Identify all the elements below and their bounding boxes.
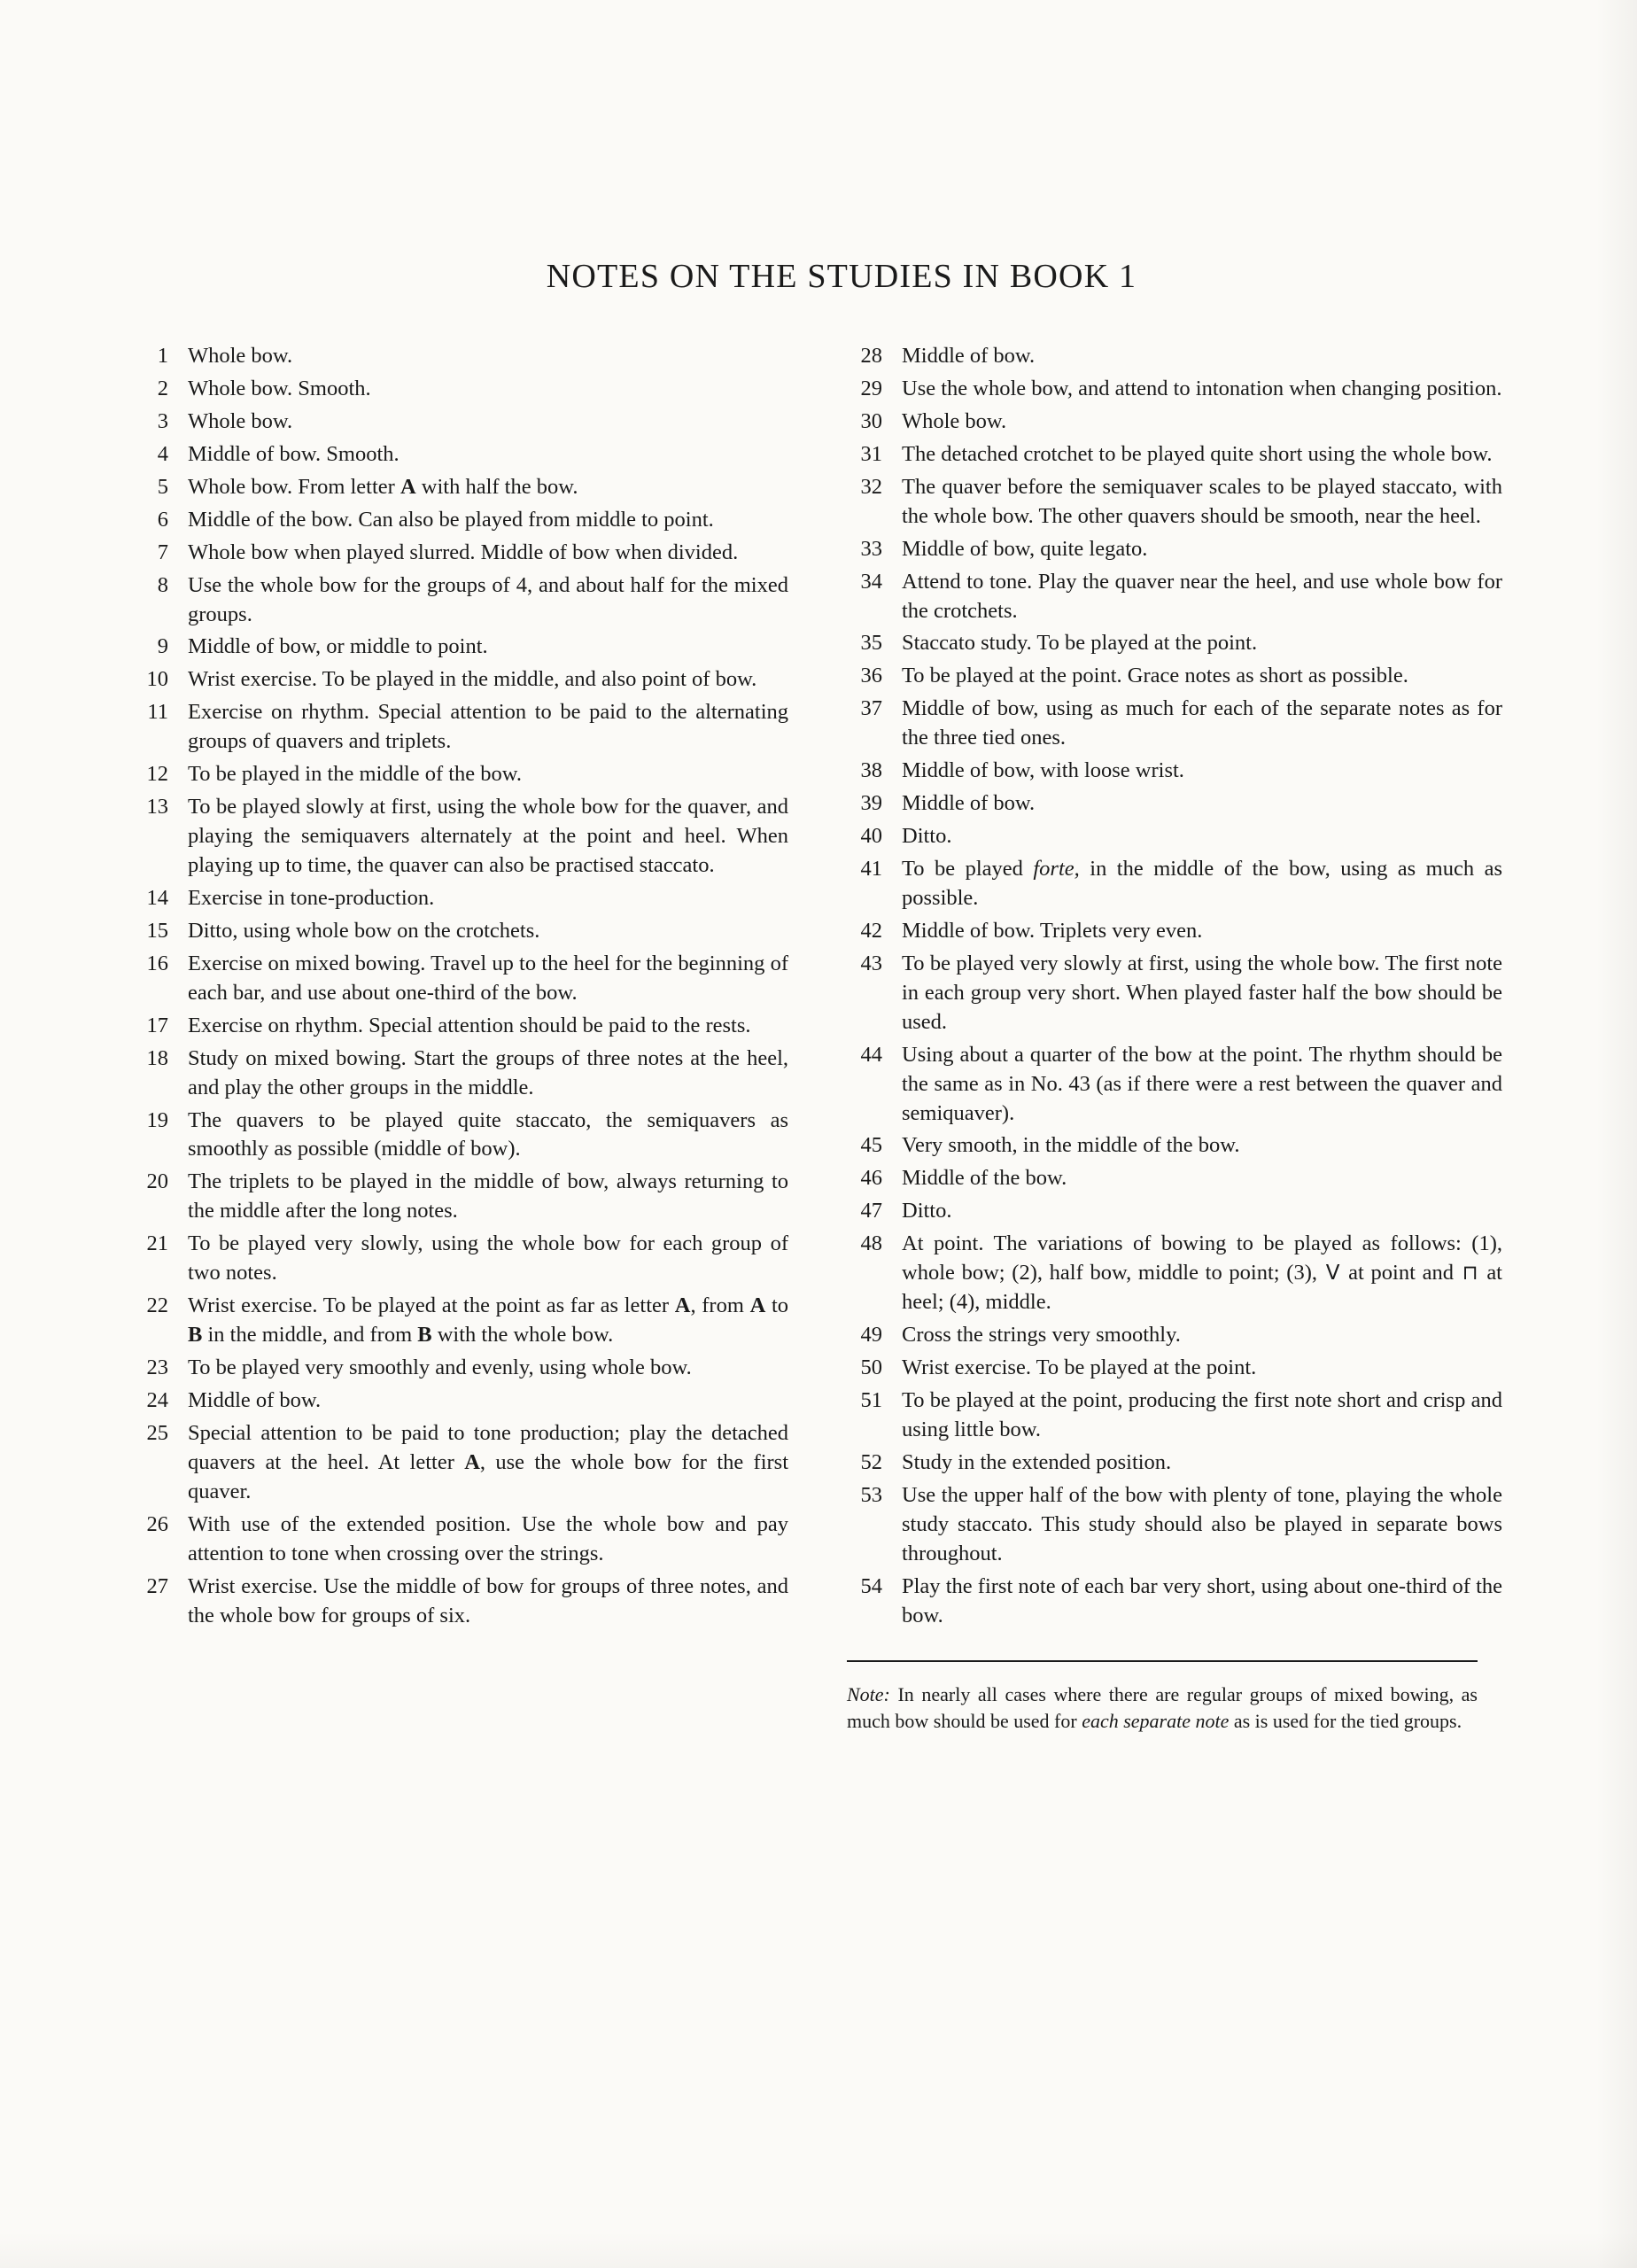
- note-number: 47: [860, 1199, 882, 1223]
- note-number: 32: [860, 474, 882, 499]
- note-item: [847, 757, 1502, 786]
- note-item: [133, 1386, 788, 1416]
- note-number: 1: [157, 344, 168, 368]
- note-number: 20: [146, 1169, 168, 1194]
- note-number: 40: [860, 824, 882, 849]
- note-number: 48: [860, 1231, 882, 1256]
- note-item: [133, 1419, 788, 1507]
- note-item: [847, 1197, 1502, 1226]
- note-number: 45: [860, 1133, 882, 1158]
- note-number: 54: [860, 1573, 882, 1598]
- note-number: 5: [157, 474, 168, 499]
- note-number: 30: [860, 408, 882, 433]
- footnote-label: Note:: [847, 1683, 890, 1706]
- note-text: Ditto.: [902, 824, 952, 849]
- note-number: 46: [860, 1166, 882, 1191]
- note-item: [133, 917, 788, 946]
- note-text: Special attention to be paid to tone production; play the detached quavers at the heel. At letter A, use the whole bow for the first quaver.: [188, 1420, 788, 1503]
- note-item: [133, 440, 788, 470]
- note-item: [133, 884, 788, 913]
- note-item: [133, 1511, 788, 1569]
- note-text: To be played slowly at first, using the whole bow for the quaver, and playing the semiquavers alternately at the point and heel. When playing up to time, the quaver can also be practised staccato.: [188, 795, 788, 877]
- note-text: Use the whole bow, and attend to intonation when changing position.: [902, 376, 1502, 400]
- note-text: To be played at the point, producing the first note short and crisp and using little bow.: [902, 1387, 1502, 1441]
- note-item: [133, 950, 788, 1008]
- note-item: [133, 506, 788, 535]
- note-text: Wrist exercise. To be played at the point as far as letter A, from A to B in the middle, and from B with the whole bow.: [188, 1293, 788, 1348]
- note-text: Middle of bow. Smooth.: [188, 441, 400, 466]
- note-item: [847, 1230, 1502, 1317]
- note-item: [847, 535, 1502, 564]
- down-bow-icon: ⊓: [1462, 1262, 1478, 1285]
- note-number: 34: [860, 569, 882, 594]
- note-text: Staccato study. To be played at the point.: [902, 631, 1258, 656]
- note-number: 19: [146, 1107, 168, 1132]
- note-text: Wrist exercise. To be played in the middle, and also point of bow.: [188, 667, 757, 692]
- footnote-divider: [847, 1660, 1478, 1662]
- note-number: 31: [860, 441, 882, 466]
- left-column: [133, 342, 788, 1634]
- note-text: Middle of bow, quite legato.: [902, 536, 1148, 561]
- page-edge-shading-right: [1596, 0, 1637, 2268]
- note-number: 14: [146, 885, 168, 910]
- notes-list-right: [847, 342, 1502, 1630]
- note-number: 33: [860, 536, 882, 561]
- note-text: Using about a quarter of the bow at the point. The rhythm should be the same as in No. 43 (as if there were a rest between the quaver and semiquaver).: [902, 1042, 1502, 1125]
- note-number: 7: [157, 540, 168, 564]
- note-text: Middle of bow.: [902, 344, 1036, 368]
- page-content: [133, 257, 1515, 1753]
- note-item: [847, 1573, 1502, 1631]
- note-item: [133, 665, 788, 695]
- note-text: Study in the extended position.: [902, 1449, 1172, 1474]
- footnote-text-part2: as is used for the tied groups.: [1229, 1709, 1462, 1732]
- note-item: [133, 539, 788, 568]
- note-item: [847, 1449, 1502, 1478]
- notes-list-left: [133, 342, 788, 1630]
- two-column-layout: [133, 342, 1515, 1753]
- note-number: 11: [147, 700, 168, 725]
- note-item: [133, 342, 788, 371]
- note-item: [133, 633, 788, 662]
- note-number: 25: [146, 1420, 168, 1445]
- note-item: [847, 1386, 1502, 1445]
- note-item: [133, 1354, 788, 1383]
- note-number: 43: [860, 951, 882, 975]
- note-text: To be played forte, in the middle of the bow, using as much as possible.: [902, 857, 1502, 910]
- note-item: [847, 568, 1502, 626]
- note-item: [847, 1041, 1502, 1129]
- note-text: Exercise on mixed bowing. Travel up to the heel for the beginning of each bar, and use about one-third of the bow.: [188, 951, 788, 1005]
- up-bow-icon: V: [1325, 1262, 1340, 1285]
- note-text: Exercise in tone-production.: [188, 885, 435, 910]
- note-number: 44: [860, 1042, 882, 1067]
- note-number: 10: [146, 667, 168, 692]
- note-text: At point. The variations of bowing to be played as follows: (1), whole bow; (2), half bow, middle to point; (3), V at point and ⊓ at heel; (4), middle.: [902, 1231, 1502, 1315]
- note-item: [133, 1573, 788, 1631]
- note-number: 27: [146, 1573, 168, 1598]
- note-text: Cross the strings very smoothly.: [902, 1323, 1181, 1348]
- note-text: With use of the extended position. Use the whole bow and pay attention to tone when crossing over the strings.: [188, 1511, 788, 1565]
- note-text: Middle of bow, with loose wrist.: [902, 758, 1184, 783]
- note-text: Wrist exercise. To be played at the point.: [902, 1355, 1257, 1379]
- note-item: [133, 1168, 788, 1226]
- note-number: 52: [860, 1449, 882, 1474]
- note-number: 53: [860, 1482, 882, 1507]
- note-item: [133, 408, 788, 437]
- note-text: Whole bow. From letter A with half the bow.: [188, 474, 578, 499]
- note-item: [847, 855, 1502, 913]
- note-text: Middle of bow.: [902, 791, 1036, 816]
- note-item: [133, 1292, 788, 1350]
- note-item: [847, 1131, 1502, 1161]
- note-item: [847, 917, 1502, 946]
- note-number: 17: [146, 1013, 168, 1037]
- note-text: To be played very slowly at first, using the whole bow. The first note in each group very short. When played faster half the bow should be used.: [902, 951, 1502, 1034]
- note-item: [847, 629, 1502, 658]
- note-item: [847, 1481, 1502, 1569]
- note-text: Use the whole bow for the groups of 4, and about half for the mixed groups.: [188, 572, 788, 626]
- note-item: [133, 1045, 788, 1103]
- note-item: [847, 408, 1502, 437]
- note-number: 23: [146, 1355, 168, 1379]
- note-text: Middle of the bow.: [902, 1166, 1067, 1191]
- note-text: The triplets to be played in the middle of bow, always returning to the middle after the long notes.: [188, 1169, 788, 1223]
- note-number: 35: [860, 631, 882, 656]
- note-number: 39: [860, 791, 882, 816]
- right-column: [847, 342, 1502, 1753]
- note-text: Wrist exercise. Use the middle of bow for groups of three notes, and the whole bow for groups of six.: [188, 1573, 788, 1627]
- footnote-emphasis: each separate note: [1082, 1709, 1230, 1732]
- note-number: 13: [146, 795, 168, 819]
- note-text: Attend to tone. Play the quaver near the heel, and use whole bow for the crotchets.: [902, 569, 1502, 623]
- note-number: 41: [860, 857, 882, 881]
- note-item: [847, 440, 1502, 470]
- note-number: 4: [157, 441, 168, 466]
- note-item: [133, 793, 788, 881]
- footnote: [847, 1682, 1478, 1734]
- note-text: Study on mixed bowing. Start the groups of three notes at the heel, and play the other groups in the middle.: [188, 1045, 788, 1099]
- page-title: NOTES ON THE STUDIES IN BOOK 1: [546, 258, 1137, 295]
- note-text: Whole bow.: [188, 344, 293, 368]
- note-item: [847, 822, 1502, 851]
- note-item: [133, 1230, 788, 1288]
- note-number: 12: [146, 762, 168, 787]
- note-text: Middle of bow, using as much for each of the separate notes as for the three tied ones.: [902, 696, 1502, 750]
- note-item: [133, 473, 788, 502]
- note-text: Ditto.: [902, 1199, 952, 1223]
- note-text: The detached crotchet to be played quite short using the whole bow.: [902, 441, 1493, 466]
- note-number: 51: [860, 1387, 882, 1412]
- note-text: Middle of bow, or middle to point.: [188, 634, 488, 659]
- note-item: [847, 342, 1502, 371]
- note-text: Middle of the bow. Can also be played from middle to point.: [188, 507, 714, 532]
- note-text: Whole bow when played slurred. Middle of bow when divided.: [188, 540, 739, 564]
- note-item: [133, 1012, 788, 1041]
- note-item: [133, 375, 788, 404]
- note-text: Exercise on rhythm. Special attention should be paid to the rests.: [188, 1013, 751, 1037]
- note-text: Whole bow.: [902, 408, 1007, 433]
- note-item: [847, 662, 1502, 691]
- note-text: Play the first note of each bar very short, using about one-third of the bow.: [902, 1573, 1502, 1627]
- note-number: 22: [146, 1293, 168, 1318]
- note-text: To be played in the middle of the bow.: [188, 762, 523, 787]
- note-number: 15: [146, 918, 168, 943]
- note-text: Middle of bow.: [188, 1387, 322, 1412]
- note-number: 18: [146, 1045, 168, 1070]
- note-item: [847, 473, 1502, 532]
- note-text: To be played very slowly, using the whole bow for each group of two notes.: [188, 1231, 788, 1285]
- note-text: Whole bow. Smooth.: [188, 376, 371, 400]
- note-text: The quavers to be played quite staccato, the semiquavers as smoothly as possible (middle of bow).: [188, 1107, 788, 1161]
- note-text: The quaver before the semiquaver scales to be played staccato, with the whole bow. The other quavers should be smooth, near the heel.: [902, 474, 1502, 528]
- note-number: 36: [860, 664, 882, 688]
- note-item: [847, 695, 1502, 753]
- note-text: To be played at the point. Grace notes as short as possible.: [902, 664, 1408, 688]
- note-item: [847, 375, 1502, 404]
- note-number: 3: [157, 408, 168, 433]
- note-number: 42: [860, 918, 882, 943]
- note-item: [847, 1164, 1502, 1193]
- note-number: 37: [860, 696, 882, 721]
- note-number: 9: [157, 634, 168, 659]
- note-text: To be played very smoothly and evenly, using whole bow.: [188, 1355, 692, 1379]
- note-item: [847, 1354, 1502, 1383]
- note-number: 8: [157, 572, 168, 597]
- note-text: Very smooth, in the middle of the bow.: [902, 1133, 1240, 1158]
- note-number: 2: [157, 376, 168, 400]
- note-text: Whole bow.: [188, 408, 293, 433]
- note-text: Use the upper half of the bow with plenty of tone, playing the whole study staccato. This study should also be played in separate bows throughout.: [902, 1482, 1502, 1565]
- note-text: Exercise on rhythm. Special attention to be paid to the alternating groups of quavers and triplets.: [188, 700, 788, 754]
- note-number: 6: [157, 507, 168, 532]
- footnote-text-part1: In nearly all cases where there are regular groups of mixed bowing, as much bow should be used for: [847, 1683, 1478, 1732]
- note-number: 38: [860, 758, 882, 783]
- note-text: Middle of bow. Triplets very even.: [902, 918, 1203, 943]
- note-item: [133, 571, 788, 630]
- note-item: [847, 950, 1502, 1037]
- note-item: [133, 760, 788, 789]
- note-number: 50: [860, 1355, 882, 1379]
- note-number: 49: [860, 1323, 882, 1348]
- note-number: 26: [146, 1511, 168, 1536]
- note-item: [847, 789, 1502, 819]
- note-item: [133, 698, 788, 757]
- note-text: Ditto, using whole bow on the crotchets.: [188, 918, 540, 943]
- note-item: [133, 1107, 788, 1165]
- note-number: 29: [860, 376, 882, 400]
- note-number: 16: [146, 951, 168, 975]
- note-item: [847, 1321, 1502, 1350]
- note-number: 21: [146, 1231, 168, 1256]
- note-number: 24: [146, 1387, 168, 1412]
- note-number: 28: [860, 344, 882, 368]
- page-edge-shading-bottom: [0, 2233, 1637, 2268]
